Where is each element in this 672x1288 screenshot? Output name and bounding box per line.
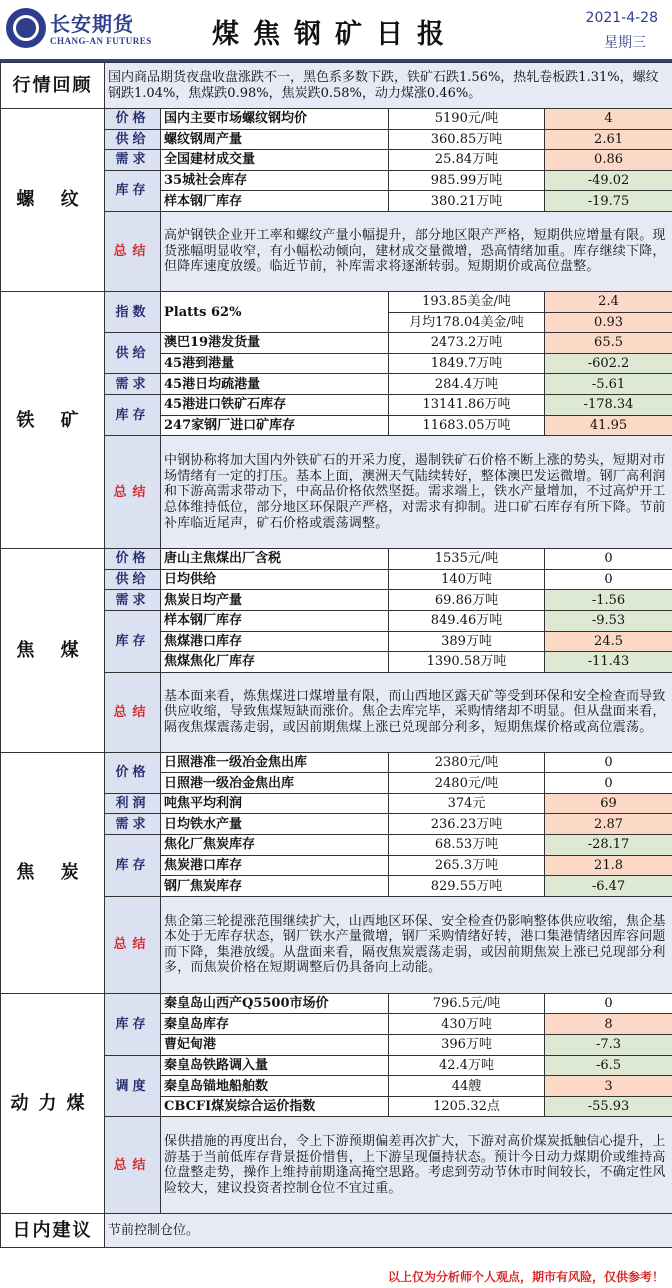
value-cell: 140万吨: [389, 569, 545, 590]
item-name: 澳巴19港发货量: [161, 333, 389, 354]
value-cell: 13141.86万吨: [389, 394, 545, 415]
item-name: 247家钢厂进口矿库存: [161, 415, 389, 436]
table-row: [1, 109, 672, 130]
table-row: [1, 549, 672, 570]
summary-text: 中钢协称将加大国内外铁矿石的开采力度，遏制铁矿石价格不断上涨的势头，短期对市场情绪有一定的打压。基本上面，澳洲天气陆续转好，整体澳巴发运微增。钢厂高利润和下游高需求带动下，中高品价格依然坚挺。需求端上，铁水产量增加，不过高炉开工总体维持低位，部分地区环保限产严格，对需求有抑制。进口矿石库存有所下降。节前补库临近尾声，矿石价格或震荡调整。: [161, 436, 672, 549]
item-name: 日均铁水产量: [161, 814, 389, 835]
sub-label: 库存: [105, 394, 161, 435]
value-cell: 193.85美金/吨: [389, 291, 545, 312]
change-cell: 8: [545, 1014, 672, 1035]
change-cell: 0.93: [545, 312, 672, 333]
value-cell: 68.53万吨: [389, 835, 545, 856]
sub-label: 库存: [105, 610, 161, 672]
change-cell: 21.8: [545, 855, 672, 876]
value-cell: 1535元/吨: [389, 549, 545, 570]
change-cell: 0: [545, 569, 672, 590]
advice-text: 节前控制仓位。: [105, 1214, 672, 1248]
value-cell: 42.4万吨: [389, 1055, 545, 1076]
value-cell: 284.4万吨: [389, 374, 545, 395]
category-iron-ore: 铁 矿: [1, 291, 105, 548]
value-cell: 389万吨: [389, 631, 545, 652]
review-heading: 行情回顾: [1, 63, 105, 109]
change-cell: 41.95: [545, 415, 672, 436]
item-name: 曹妃甸港: [161, 1035, 389, 1056]
item-name: 样本钢厂库存: [161, 191, 389, 212]
change-cell: -19.75: [545, 191, 672, 212]
item-name: 吨焦平均利润: [161, 793, 389, 814]
item-name: 秦皇岛铁路调入量: [161, 1055, 389, 1076]
summary-text: 高炉钢铁企业开工率和螺纹产量小幅提升，部分地区限产严格，短期供应增量有限。现货涨幅明显收窄，有小幅松动倾向，建材成交量微增，恐高情绪加重。库存继续下降，但降库速度放缓。临近节前，补库需求将逐渐转弱。短期期价或高位盘整。: [161, 211, 672, 291]
item-platts: Platts 62%: [161, 291, 389, 332]
change-cell: -7.3: [545, 1035, 672, 1056]
item-name: 日照港一级冶金焦出库: [161, 773, 389, 794]
item-name: CBCFI煤炭综合运价指数: [161, 1096, 389, 1117]
value-cell: 985.99万吨: [389, 170, 545, 191]
value-cell: 2480元/吨: [389, 773, 545, 794]
item-name: 唐山主焦煤出厂含税: [161, 549, 389, 570]
change-cell: -6.5: [545, 1055, 672, 1076]
category-coke: 焦 炭: [1, 752, 105, 993]
sub-label: 价格: [105, 549, 161, 570]
value-cell: 236.23万吨: [389, 814, 545, 835]
item-name: 焦炭日均产量: [161, 590, 389, 611]
change-cell: -11.43: [545, 652, 672, 673]
table-row: [1, 993, 672, 1014]
value-cell: 374元: [389, 793, 545, 814]
sub-label: 价格: [105, 752, 161, 793]
change-cell: 65.5: [545, 333, 672, 354]
item-name: 国内主要市场螺纹钢均价: [161, 109, 389, 130]
value-cell: 44艘: [389, 1076, 545, 1097]
item-name: 焦煤港口库存: [161, 631, 389, 652]
item-name: 秦皇岛山西产Q5500市场价: [161, 993, 389, 1014]
summary-label: 总结: [105, 672, 161, 752]
sub-label-index: 指数: [105, 291, 161, 332]
item-name: 45港到港量: [161, 353, 389, 374]
sub-label: 需求: [105, 814, 161, 835]
report-title: 煤焦钢矿日报: [212, 19, 458, 50]
change-cell: -5.61: [545, 374, 672, 395]
value-cell: 2380元/吨: [389, 752, 545, 773]
summary-label: 总结: [105, 1117, 161, 1214]
sub-label: 库存: [105, 170, 161, 211]
value-cell: 829.55万吨: [389, 876, 545, 897]
table-row: [1, 63, 672, 109]
item-name: 日均供给: [161, 569, 389, 590]
sub-label: 库存: [105, 835, 161, 897]
change-cell: 2.4: [545, 291, 672, 312]
sub-label: 供给: [105, 569, 161, 590]
category-rebar: 螺 纹: [1, 109, 105, 292]
summary-label: 总结: [105, 436, 161, 549]
item-name: 日照港准一级冶金焦出库: [161, 752, 389, 773]
value-cell: 796.5元/吨: [389, 993, 545, 1014]
table-row: [1, 291, 672, 312]
change-cell: 69: [545, 793, 672, 814]
change-cell: 2.61: [545, 129, 672, 150]
summary-label: 总结: [105, 211, 161, 291]
value-cell: 1205.32点: [389, 1096, 545, 1117]
change-cell: 0: [545, 752, 672, 773]
change-cell: 0: [545, 993, 672, 1014]
change-cell: 3: [545, 1076, 672, 1097]
value-cell: 1849.7万吨: [389, 353, 545, 374]
summary-text: 焦企第三轮提涨范围继续扩大，山西地区环保、安全检查仍影响整体供应收缩，焦企基本处于无库存状态，钢厂铁水产量微增，钢厂采购情绪好转，港口集港情绪因库容问题而下降，集港放缓。从盘面来看，隔夜焦炭震荡走弱，或因前期焦炭上涨已兑现部分利多，而焦炭价格在短期调整后仍具备向上动能。: [161, 896, 672, 993]
change-cell: 4: [545, 109, 672, 130]
category-thermal: 动力煤: [1, 993, 105, 1214]
change-cell: -28.17: [545, 835, 672, 856]
change-cell: -9.53: [545, 610, 672, 631]
sub-label: 需求: [105, 374, 161, 395]
item-name: 45港进口铁矿石库存: [161, 394, 389, 415]
value-cell: 430万吨: [389, 1014, 545, 1035]
category-coal: 焦 煤: [1, 549, 105, 753]
advice-heading: 日内建议: [1, 1214, 105, 1248]
item-name: 35城社会库存: [161, 170, 389, 191]
brand-name-en: CHANG-AN FUTURES: [50, 36, 152, 46]
sub-label: 需求: [105, 150, 161, 171]
sub-label: 供给: [105, 333, 161, 374]
item-name: 秦皇岛锚地船舶数: [161, 1076, 389, 1097]
sub-label: 供给: [105, 129, 161, 150]
value-cell: 380.21万吨: [389, 191, 545, 212]
value-cell: 11683.05万吨: [389, 415, 545, 436]
sub-label: 库存: [105, 993, 161, 1055]
value-cell: 396万吨: [389, 1035, 545, 1056]
review-text: 国内商品期货夜盘收盘涨跌不一，黑色系多数下跌，铁矿石跌1.56%，热轧卷板跌1.31%，螺纹钢跌1.04%，焦煤跌0.98%，焦炭跌0.58%，动力煤涨0.46%。: [105, 63, 672, 109]
sub-label: 调度: [105, 1055, 161, 1117]
value-cell: 2473.2万吨: [389, 333, 545, 354]
value-cell: 69.86万吨: [389, 590, 545, 611]
table-row: [1, 1214, 672, 1248]
change-cell: -178.34: [545, 394, 672, 415]
item-name: 焦煤焦化厂库存: [161, 652, 389, 673]
change-cell: -49.02: [545, 170, 672, 191]
item-name: 全国建材成交量: [161, 150, 389, 171]
item-name: 秦皇岛库存: [161, 1014, 389, 1035]
table-row: [1, 752, 672, 773]
sub-label: 价格: [105, 109, 161, 130]
item-name: 焦炭港口库存: [161, 855, 389, 876]
report-weekday: 星期三: [604, 35, 646, 51]
summary-label: 总结: [105, 896, 161, 993]
summary-text: 保供措施的再度出台，令上下游预期偏差再次扩大，下游对高价煤炭抵触信心提升，上游基于当前低库存背景挺价惜售，上下游呈现僵持状态。预计今日动力煤期价或维持高位盘整走势，操作上维持前期逢高掩空思路。考虑到劳动节休市时间较长，不确定性风险较大，建议投资者控制仓位不宜过重。: [161, 1117, 672, 1214]
value-cell: 月均178.04美金/吨: [389, 312, 545, 333]
change-cell: 2.87: [545, 814, 672, 835]
change-cell: -55.93: [545, 1096, 672, 1117]
value-cell: 1390.58万吨: [389, 652, 545, 673]
change-cell: 24.5: [545, 631, 672, 652]
item-name: 焦化厂焦炭库存: [161, 835, 389, 856]
change-cell: -1.56: [545, 590, 672, 611]
sub-label: 利润: [105, 793, 161, 814]
change-cell: 0.86: [545, 150, 672, 171]
value-cell: 849.46万吨: [389, 610, 545, 631]
change-cell: 0: [545, 549, 672, 570]
change-cell: -602.2: [545, 353, 672, 374]
item-name: 钢厂焦炭库存: [161, 876, 389, 897]
value-cell: 25.84万吨: [389, 150, 545, 171]
brand-logo-icon: [6, 8, 46, 48]
value-cell: 5190元/吨: [389, 109, 545, 130]
brand-name-cn: 长安期货: [50, 12, 134, 36]
summary-text: 基本面来看，炼焦煤进口煤增量有限，而山西地区露天矿等受到环保和安全检查而导致供应收缩，导致焦煤短缺而涨价。焦企去库完毕，采购情绪却不明显。但从盘面来看，隔夜焦煤震荡走弱，或因前期焦煤上涨已兑现部分利多，短期焦煤价格或高位震荡。: [161, 672, 672, 752]
item-name: 样本钢厂库存: [161, 610, 389, 631]
value-cell: 360.85万吨: [389, 129, 545, 150]
item-name: 45港日均疏港量: [161, 374, 389, 395]
report-table: [0, 62, 672, 1248]
value-cell: 265.3万吨: [389, 855, 545, 876]
sub-label: 需求: [105, 590, 161, 611]
report-date: 2021-4-28: [585, 10, 658, 26]
item-name: 螺纹钢周产量: [161, 129, 389, 150]
change-cell: 0: [545, 773, 672, 794]
report-header: [0, 0, 672, 62]
change-cell: -6.47: [545, 876, 672, 897]
disclaimer: 以上仅为分析师个人观点，期市有风险，仅供参考！: [387, 1270, 664, 1284]
